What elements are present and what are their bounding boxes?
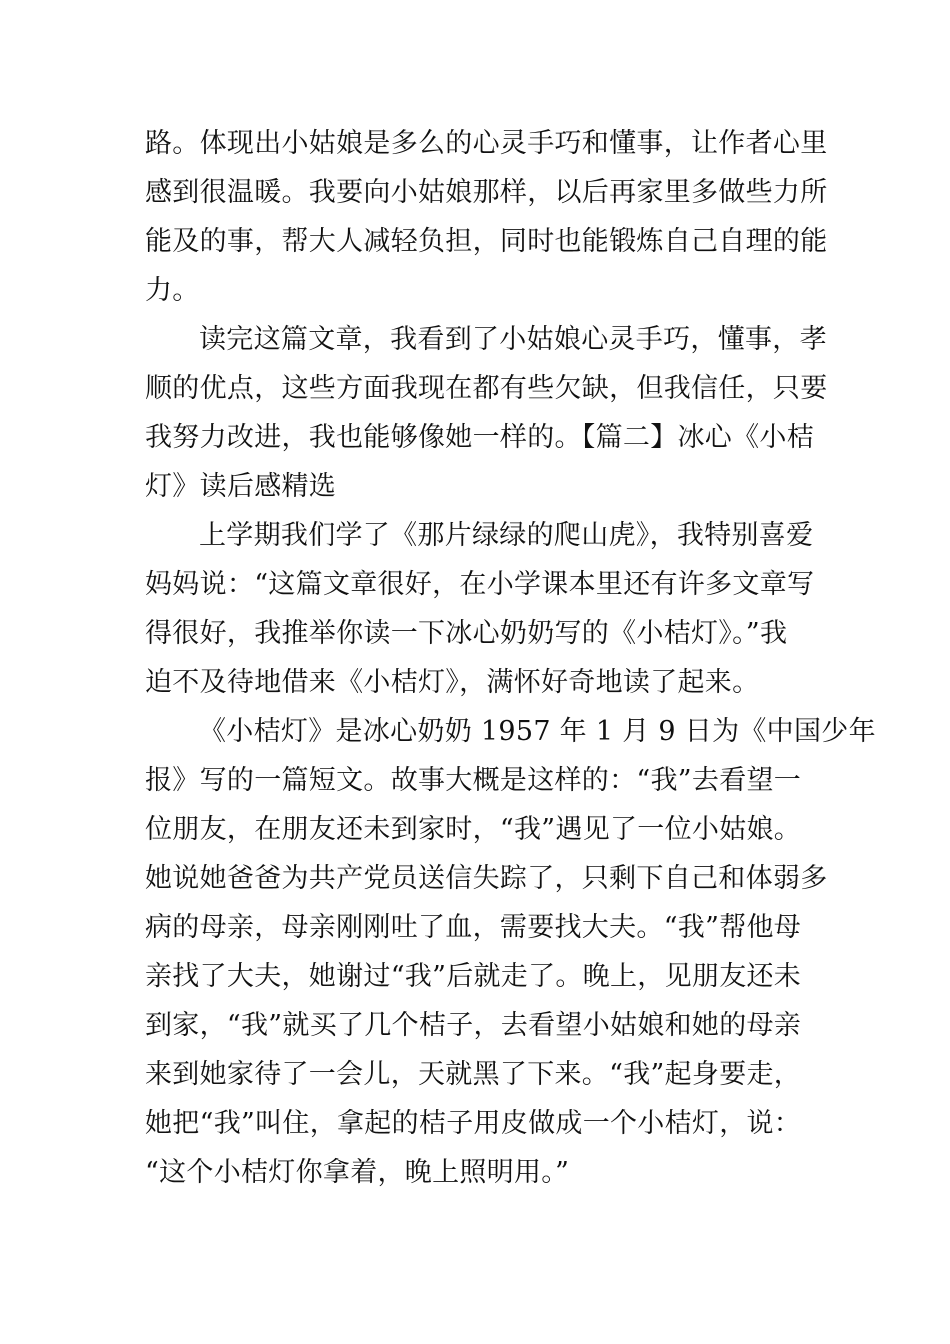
paragraph-start-line-5: 读完这篇文章，我看到了小姑娘心灵手巧，懂事，孝	[199, 324, 827, 355]
text-line-2: 感到很温暖。我要向小姑娘那样，以后再家里多做些力所	[145, 177, 828, 208]
text-line-16: 她说她爸爸为共产党员送信失踪了，只剩下自己和体弱多	[145, 863, 828, 894]
text-line-1: 路。体现出小姑娘是多么的心灵手巧和懂事，让作者心里	[145, 128, 828, 159]
text-line-11: 得很好，我推举你读一下冰心奶奶写的《小桔灯》。”我	[145, 618, 788, 649]
text-line-15: 位朋友，在朋友还未到家时，“我”遇见了一位小姑娘。	[145, 814, 802, 845]
text-line-20: 来到她家待了一会儿，天就黑了下来。“我”起身要走，	[145, 1059, 802, 1090]
text-line-4: 力。	[145, 275, 200, 306]
text-line-22: “这个小桔灯你拿着，晚上照明用。”	[145, 1157, 570, 1188]
paragraph-start-line-9: 上学期我们学了《那片绿绿的爬山虎》，我特别喜爱	[199, 520, 814, 551]
text-line-10: 妈妈说：“这篇文章很好，在小学课本里还有许多文章写	[145, 569, 815, 600]
text-line-19: 到家，“我”就买了几个桔子，去看望小姑娘和她的母亲	[145, 1010, 802, 1041]
text-line-17: 病的母亲，母亲刚刚吐了血，需要找大夫。“我”帮他母	[145, 912, 802, 943]
text-line-21: 她把“我”叫住，拿起的桔子用皮做成一个小桔灯，说：	[145, 1108, 802, 1139]
text-line-3: 能及的事，帮大人减轻负担，同时也能锻炼自己自理的能	[145, 226, 828, 257]
text-line-8: 灯》读后感精选	[145, 471, 337, 502]
text-line-14: 报》写的一篇短文。故事大概是这样的：“我”去看望一	[145, 765, 802, 796]
paragraph-start-line-13: 《小桔灯》是冰心奶奶 1957 年 1 月 9 日为《中国少年	[199, 716, 876, 747]
text-line-12: 迫不及待地借来《小桔灯》，满怀好奇地读了起来。	[145, 667, 760, 698]
text-line-7: 我努力改进，我也能够像她一样的。【篇二】冰心《小桔	[145, 422, 814, 453]
text-line-6: 顺的优点，这些方面我现在都有些欠缺，但我信任，只要	[145, 373, 828, 404]
text-line-18: 亲找了大夫，她谢过“我”后就走了。晚上，见朋友还未	[145, 961, 802, 992]
